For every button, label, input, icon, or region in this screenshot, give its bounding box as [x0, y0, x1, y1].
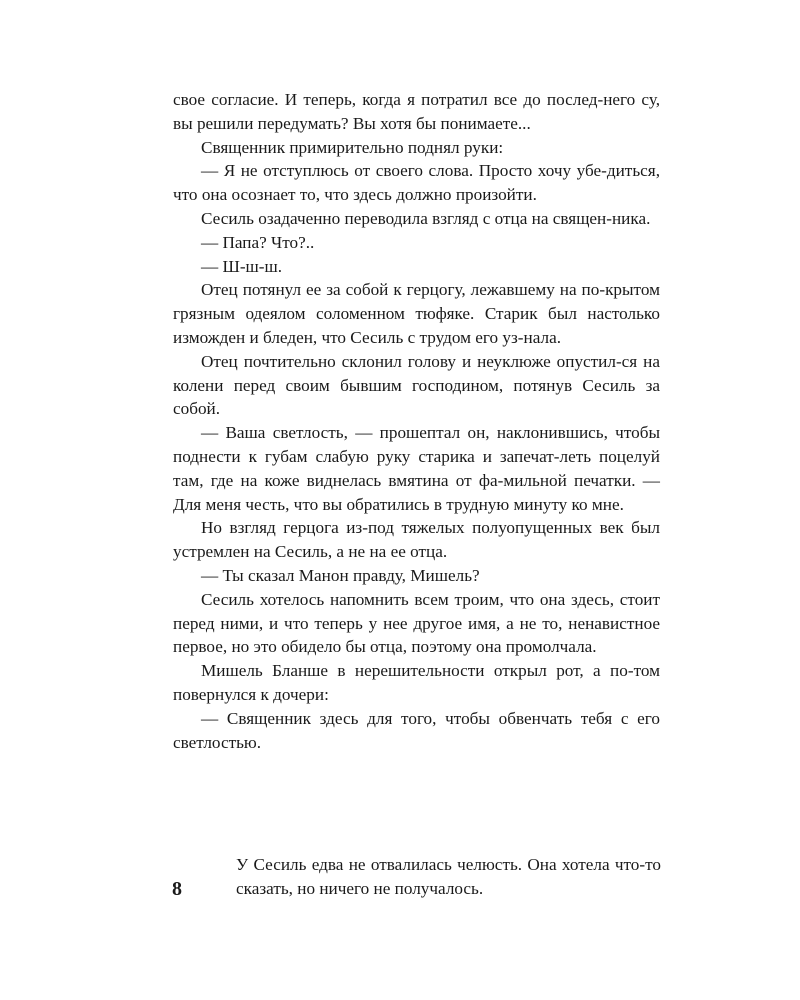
paragraph: — Ты сказал Манон правду, Мишель?	[201, 565, 480, 585]
paragraph: свое согласие. И теперь, когда я потратил все до послед-него су, вы решили передумать? Вы хотя бы понимаете...	[173, 90, 660, 133]
paragraph: Сесиль озадаченно переводила взгляд с отца на священ-ника.	[201, 208, 651, 228]
paragraph: — Ш-ш-ш.	[201, 256, 283, 276]
paragraph: У Сесиль едва не отвалилась челюсть. Она хотела что-то сказать, но ничего не получалось.	[236, 855, 661, 898]
final-paragraph-block	[236, 853, 661, 901]
paragraph: — Я не отступлюсь от своего слова. Просто хочу убе-диться, что она осознает то, что здесь должно произойти.	[173, 161, 660, 205]
paragraph: — Папа? Что?..	[201, 232, 315, 252]
paragraph: Отец почтительно склонил голову и неуклюже опустил-ся на колени перед своим бывшим господином, потянув Сесиль за собой.	[173, 351, 660, 419]
page-number: 8	[172, 878, 182, 900]
paragraph: Сесиль хотелось напомнить всем троим, что она здесь, стоит перед ними, и что теперь у нее другое имя, а не то, ненавистное первое, но это обидело бы отца, поэтому она промолчала.	[173, 589, 660, 657]
paragraph: Отец потянул ее за собой к герцогу, лежавшему на по-крытом грязным одеялом соломенном тюфяке. Старик был настолько изможден и бледен, что Сесиль с трудом его уз-нала.	[173, 280, 660, 347]
body-text	[173, 88, 660, 754]
paragraph: Мишель Бланше в нерешительности открыл рот, а по-том повернулся к дочери:	[173, 661, 660, 704]
paragraph: Священник примирительно поднял руки:	[201, 137, 504, 157]
paragraph: — Священник здесь для того, чтобы обвенчать тебя с его светлостью.	[173, 708, 660, 752]
paragraph: Но взгляд герцога из-под тяжелых полуопущенных век был устремлен на Сесиль, а не на ее отца.	[173, 518, 660, 562]
paragraph: — Ваша светлость, — прошептал он, наклонившись, чтобы поднести к губам слабую руку старика и запечат-леть поцелуй там, где на коже виднелась вмятина от фа-мильной печатки. — Для меня честь, что вы обратились в трудную минуту ко мне.	[173, 423, 660, 514]
